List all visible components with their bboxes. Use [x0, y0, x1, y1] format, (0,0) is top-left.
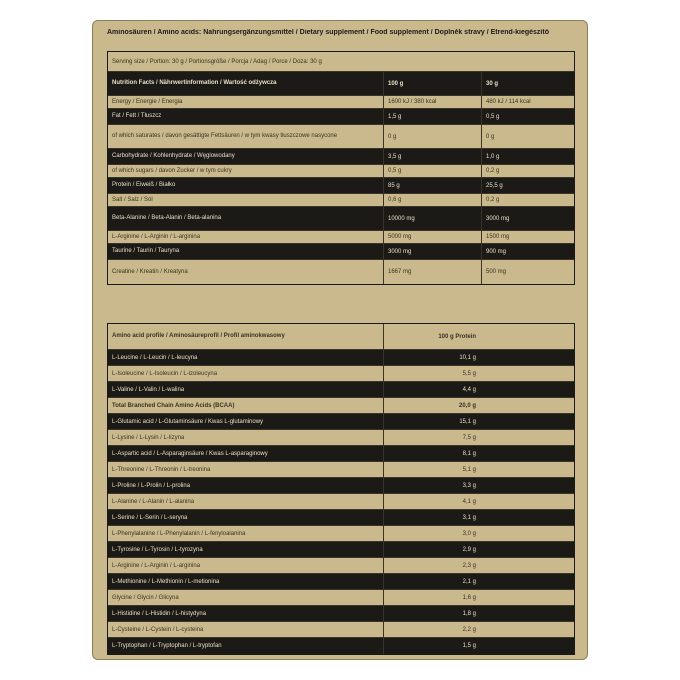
amino-acid-name: L-Histidine / L-Histidin / L-histydyna: [108, 606, 384, 621]
nutrition-row: [108, 178, 574, 194]
amino-row: [108, 606, 574, 622]
nutrient-perserving: 900 mg: [486, 248, 507, 255]
nutrition-table: [107, 51, 575, 285]
amino-acid-amount: 2,1 g: [462, 578, 476, 585]
amino-acid-amount: 1,6 g: [462, 594, 476, 601]
nutrient-per100: 0 g: [384, 125, 482, 148]
nutrition-row: [108, 260, 574, 284]
amino-acid-name: Glycine / Glycin / Glicyna: [108, 590, 384, 605]
nutrition-row: [108, 96, 574, 109]
nutrient-perserving: 3000 mg: [486, 215, 510, 222]
nutrition-row: [108, 244, 574, 260]
serving-size-text: Serving size / Portion: 30 g / Portionsgröße / Porcja / Adag / Porce / Doza: 30 g: [112, 58, 322, 65]
amino-acid-name: L-Tyrosine / L-Tyrosin / L-tyrozyna: [108, 542, 384, 557]
supplement-label: [92, 20, 588, 660]
aminogram-header-name: Amino acid profile / Aminosäureprofil / Profil aminokwasowy: [108, 324, 384, 349]
amino-acid-amount: 3,0 g: [462, 530, 476, 537]
nutrition-row: [108, 207, 574, 231]
nutrient-name: L-Arginine / L-Arginin / L-arginina: [108, 231, 384, 243]
amino-acid-name: L-Phenylalanine / L-Phenylalanin / L-fenyloalanina: [108, 526, 384, 541]
amino-acid-amount: 20,0 g: [458, 402, 476, 409]
aminogram-header-per100: 100 g Protein: [438, 333, 476, 340]
nutrient-perserving: 1,0 g: [486, 153, 500, 160]
amino-acid-amount: 15,1 g: [459, 418, 476, 425]
nutrient-perserving: 500 mg: [486, 269, 507, 275]
aminogram-table: [107, 323, 575, 655]
nutrient-per100: 3000 mg: [384, 244, 482, 259]
nutrient-perserving: 25,5 g: [486, 182, 503, 189]
amino-row: [108, 414, 574, 430]
amino-row: [108, 526, 574, 542]
amino-acid-amount: 1,5 g: [462, 643, 476, 649]
amino-row: [108, 430, 574, 446]
nutrient-name: Taurine / Taurin / Tauryna: [108, 244, 384, 259]
nutrient-per100: 0,5 g: [384, 165, 482, 177]
nutrient-per100: 10000 mg: [384, 207, 482, 230]
nutrient-per100: 3,5 g: [384, 149, 482, 164]
nutrient-name: Protein / Eiweiß / Białko: [108, 178, 384, 193]
amino-acid-name: L-Arginine / L-Arginin / L-arginina: [108, 558, 384, 573]
nutrition-row: [108, 194, 574, 207]
nutrient-perserving: 1500 mg: [486, 234, 510, 240]
nutrient-name: of which saturates / davon gesättigte Fettsäuren / w tym kwasy tłuszczowe nasycone: [108, 125, 384, 148]
nutrient-perserving: 0,2 g: [486, 168, 500, 174]
amino-row: [108, 382, 574, 398]
amino-acid-name: L-Lysine / L-Lysin / L-lizyna: [108, 430, 384, 445]
amino-row: [108, 574, 574, 590]
amino-acid-name: L-Cysteine / L-Cystein / L-cysteina: [108, 622, 384, 637]
nutrient-name: of which sugars / davon Zucker / w tym cukry: [108, 165, 384, 177]
amino-acid-name: L-Leucine / L-Leucin / L-leucyna: [108, 350, 384, 365]
amino-row: [108, 510, 574, 526]
nutrition-header-name: Nutrition Facts / Nährwertinformation / Wartość odżywcza: [108, 72, 384, 95]
amino-acid-amount: 2,9 g: [462, 546, 476, 553]
amino-acid-name: L-Threonine / L-Threonin / L-treonina: [108, 462, 384, 477]
amino-acid-amount: 4,1 g: [462, 498, 476, 505]
nutrient-perserving: 0 g: [486, 133, 495, 140]
nutrition-row: [108, 125, 574, 149]
nutrient-per100: 85 g: [384, 178, 482, 193]
nutrient-per100: 5000 mg: [384, 231, 482, 243]
amino-row: [108, 558, 574, 574]
nutrient-name: Beta-Alanine / Beta-Alanin / Beta-alanina: [108, 207, 384, 230]
amino-acid-name: L-Valine / L-Valin / L-walina: [108, 382, 384, 397]
nutrient-name: Salt / Salz / Sól: [108, 194, 384, 206]
nutrient-perserving: 480 kJ / 114 kcal: [486, 99, 531, 105]
amino-row: [108, 478, 574, 494]
amino-row: [108, 446, 574, 462]
nutrition-header-per100: 100 g: [384, 72, 482, 95]
amino-acid-amount: 3,3 g: [462, 482, 476, 489]
amino-acid-name: Total Branched Chain Amino Acids (BCAA): [108, 398, 384, 413]
amino-acid-name: L-Isoleucine / L-Isoleucin / L-izoleucyna: [108, 366, 384, 381]
nutrition-row: [108, 149, 574, 165]
amino-row: [108, 590, 574, 606]
nutrient-name: Carbohydrate / Kohlenhydrate / Węglowodany: [108, 149, 384, 164]
amino-acid-amount: 5,5 g: [462, 370, 476, 377]
amino-acid-name: L-Serine / L-Serin / L-seryna: [108, 510, 384, 525]
amino-acid-name: L-Proline / L-Prolin / L-prolina: [108, 478, 384, 493]
aminogram-header-row: [108, 324, 574, 350]
nutrient-perserving: 0,5 g: [486, 113, 500, 120]
amino-acid-name: L-Aspartic acid / L-Asparaginsäure / Kwas L-asparaginowy: [108, 446, 384, 461]
nutrition-header-perserving: 30 g: [486, 80, 499, 87]
serving-size-row: [108, 52, 574, 72]
amino-acid-amount: 5,1 g: [462, 466, 476, 473]
amino-acid-amount: 10,1 g: [459, 354, 476, 361]
nutrient-perserving: 0,2 g: [486, 197, 500, 203]
amino-acid-amount: 8,1 g: [462, 450, 476, 457]
amino-acid-amount: 3,1 g: [462, 514, 476, 521]
nutrient-per100: 1600 kJ / 380 kcal: [384, 96, 482, 108]
amino-acid-name: L-Alanine / L-Alanin / L-alanina: [108, 494, 384, 509]
amino-acid-amount: 7,5 g: [462, 434, 476, 441]
nutrient-name: Creatine / Kreatin / Kreatyna: [108, 260, 384, 284]
nutrition-row: [108, 109, 574, 125]
amino-row: [108, 398, 574, 414]
nutrition-row: [108, 231, 574, 244]
amino-row: [108, 494, 574, 510]
nutrient-per100: 1,5 g: [384, 109, 482, 124]
amino-row: [108, 638, 574, 654]
amino-acid-name: L-Methionine / L-Methionin / L-metionina: [108, 574, 384, 589]
nutrient-per100: 0,6 g: [384, 194, 482, 206]
amino-acid-name: L-Glutamic acid / L-Glutaminsäure / Kwas L-glutaminowy: [108, 414, 384, 429]
amino-row: [108, 542, 574, 558]
nutrition-row: [108, 165, 574, 178]
nutrient-name: Fat / Fett / Tłuszcz: [108, 109, 384, 124]
nutrient-per100: 1667 mg: [384, 260, 482, 284]
amino-row: [108, 622, 574, 638]
nutrient-name: Energy / Energie / Energia: [108, 96, 384, 108]
amino-acid-amount: 4,4 g: [462, 386, 476, 393]
amino-row: [108, 366, 574, 382]
amino-acid-amount: 1,8 g: [462, 610, 476, 617]
nutrition-header-row: [108, 72, 574, 96]
amino-acid-amount: 2,3 g: [462, 562, 476, 569]
amino-row: [108, 462, 574, 478]
label-header: Aminosäuren / Amino acids: Nahrungsergänzungsmittel / Dietary supplement / Food supplement / Doplněk stravy / Étrend-kiegészítő: [107, 29, 549, 36]
amino-acid-amount: 2,2 g: [462, 626, 476, 633]
amino-row: [108, 350, 574, 366]
amino-acid-name: L-Tryptophan / L-Tryptophan / L-tryptofan: [108, 638, 384, 654]
